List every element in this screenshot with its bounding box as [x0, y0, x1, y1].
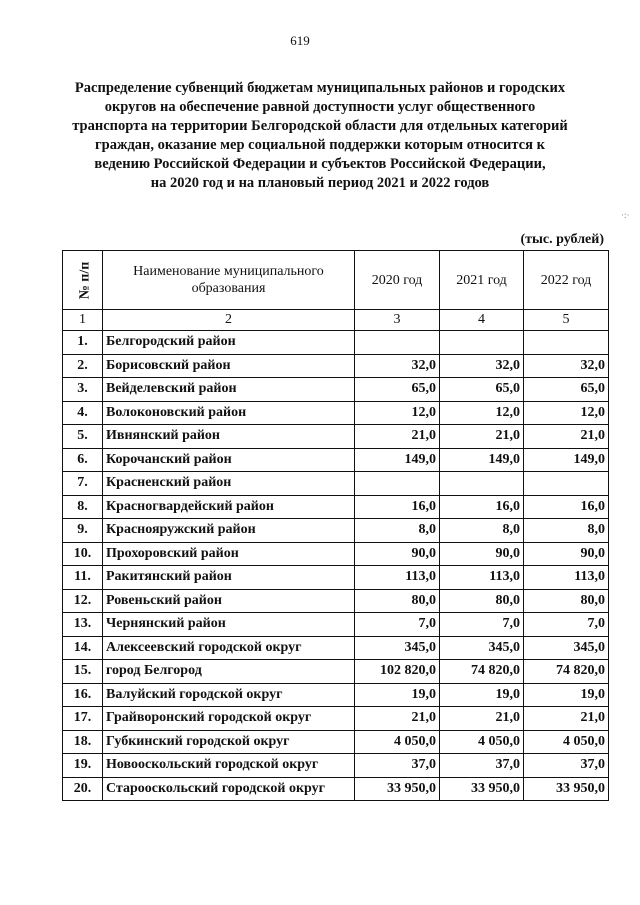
table-row [63, 707, 609, 731]
value-2022: 90,0 [524, 542, 609, 566]
table-row [63, 754, 609, 778]
value-2022: 149,0 [524, 448, 609, 472]
value-2021: 7,0 [440, 613, 524, 637]
value-2022: 345,0 [524, 636, 609, 660]
page-number: 619 [290, 33, 310, 48]
column-number: 1 [63, 310, 103, 331]
value-2020: 90,0 [355, 542, 440, 566]
value-2022: 8,0 [524, 519, 609, 543]
title-line: на 2020 год и на плановый период 2021 и 2022 годов [150, 175, 490, 191]
value-2020: 37,0 [355, 754, 440, 778]
value-2021: 345,0 [440, 636, 524, 660]
units-label: (тыс. рублей) [520, 232, 604, 247]
row-number: 5. [63, 425, 103, 449]
value-2021: 80,0 [440, 589, 524, 613]
municipality-name: Вейделевский район [103, 378, 355, 402]
value-2021: 19,0 [440, 683, 524, 707]
value-2022: 7,0 [524, 613, 609, 637]
value-2021: 113,0 [440, 566, 524, 590]
table-header-row [63, 251, 609, 310]
value-2021: 4 050,0 [440, 730, 524, 754]
municipality-name: Красненский район [103, 472, 355, 496]
value-2020: 21,0 [355, 425, 440, 449]
municipality-name: Ракитянский район [103, 566, 355, 590]
value-2021: 12,0 [440, 401, 524, 425]
value-2021: 32,0 [440, 354, 524, 378]
row-number: 8. [63, 495, 103, 519]
municipality-name: Губкинский городской округ [103, 730, 355, 754]
municipality-name: Старооскольский городской округ [103, 777, 355, 801]
value-2022: 4 050,0 [524, 730, 609, 754]
table-row [63, 401, 609, 425]
value-2020: 8,0 [355, 519, 440, 543]
table-row [63, 730, 609, 754]
value-2022: 32,0 [524, 354, 609, 378]
table-row [63, 331, 609, 355]
row-number: 18. [63, 730, 103, 754]
municipality-name: город Белгород [103, 660, 355, 684]
value-2021: 65,0 [440, 378, 524, 402]
municipality-name: Белгородский район [103, 331, 355, 355]
value-2020: 16,0 [355, 495, 440, 519]
value-2022: 12,0 [524, 401, 609, 425]
scan-artifact: ·:· [621, 210, 630, 220]
value-2020 [355, 331, 440, 355]
title-line: ведению Российской Федерации и субъектов Российской Федерации, [94, 156, 546, 172]
table-row [63, 519, 609, 543]
title-line: транспорта на территории Белгородской области для отдельных категорий [72, 118, 568, 134]
value-2022: 80,0 [524, 589, 609, 613]
municipality-name: Чернянский район [103, 613, 355, 637]
row-number: 16. [63, 683, 103, 707]
municipality-name: Борисовский район [103, 354, 355, 378]
row-number: 17. [63, 707, 103, 731]
table-row [63, 636, 609, 660]
table-row [63, 448, 609, 472]
row-number: 12. [63, 589, 103, 613]
value-2022: 21,0 [524, 707, 609, 731]
value-2021: 33 950,0 [440, 777, 524, 801]
value-2020: 12,0 [355, 401, 440, 425]
value-2021: 8,0 [440, 519, 524, 543]
value-2021: 74 820,0 [440, 660, 524, 684]
value-2020: 149,0 [355, 448, 440, 472]
column-number: 3 [355, 310, 440, 331]
header-2021: 2021 год [440, 251, 524, 310]
header-name: Наименование муниципального образования [103, 251, 355, 310]
value-2021: 37,0 [440, 754, 524, 778]
municipality-name: Красногвардейский район [103, 495, 355, 519]
municipality-name: Новооскольский городской округ [103, 754, 355, 778]
row-number: 9. [63, 519, 103, 543]
table-row [63, 589, 609, 613]
row-number: 3. [63, 378, 103, 402]
value-2021 [440, 331, 524, 355]
row-number: 20. [63, 777, 103, 801]
table-row [63, 425, 609, 449]
header-num [63, 251, 103, 310]
municipality-name: Корочанский район [103, 448, 355, 472]
table-row [63, 777, 609, 801]
value-2020: 33 950,0 [355, 777, 440, 801]
value-2021: 16,0 [440, 495, 524, 519]
subvention-table [62, 250, 609, 801]
value-2022: 21,0 [524, 425, 609, 449]
value-2022: 113,0 [524, 566, 609, 590]
value-2022 [524, 331, 609, 355]
table-row [63, 613, 609, 637]
row-number: 2. [63, 354, 103, 378]
column-number: 5 [524, 310, 609, 331]
document-title [60, 79, 580, 193]
title-line: Распределение субвенций бюджетам муниципальных районов и городских [74, 80, 566, 96]
value-2021: 21,0 [440, 707, 524, 731]
column-number: 2 [103, 310, 355, 331]
value-2022: 37,0 [524, 754, 609, 778]
row-number: 10. [63, 542, 103, 566]
row-number: 19. [63, 754, 103, 778]
value-2020: 21,0 [355, 707, 440, 731]
municipality-name: Прохоровский район [103, 542, 355, 566]
municipality-name: Алексеевский городской округ [103, 636, 355, 660]
municipality-name: Волоконовский район [103, 401, 355, 425]
table-row [63, 683, 609, 707]
value-2021 [440, 472, 524, 496]
value-2020: 113,0 [355, 566, 440, 590]
value-2020: 102 820,0 [355, 660, 440, 684]
value-2022: 16,0 [524, 495, 609, 519]
table-row [63, 472, 609, 496]
municipality-name: Краснояружский район [103, 519, 355, 543]
value-2020: 65,0 [355, 378, 440, 402]
municipality-name: Валуйский городской округ [103, 683, 355, 707]
value-2022: 19,0 [524, 683, 609, 707]
row-number: 7. [63, 472, 103, 496]
row-number: 1. [63, 331, 103, 355]
table-row [63, 378, 609, 402]
table-row [63, 354, 609, 378]
value-2020: 345,0 [355, 636, 440, 660]
value-2022: 74 820,0 [524, 660, 609, 684]
value-2020: 4 050,0 [355, 730, 440, 754]
row-number: 6. [63, 448, 103, 472]
value-2020: 80,0 [355, 589, 440, 613]
table-row [63, 495, 609, 519]
value-2021: 149,0 [440, 448, 524, 472]
column-number-row [63, 310, 609, 331]
row-number: 15. [63, 660, 103, 684]
row-number: 11. [63, 566, 103, 590]
municipality-name: Ровеньский район [103, 589, 355, 613]
value-2022: 33 950,0 [524, 777, 609, 801]
header-2020: 2020 год [355, 251, 440, 310]
title-line: округов на обеспечение равной доступности услуг общественного [104, 99, 536, 115]
value-2020: 19,0 [355, 683, 440, 707]
row-number: 14. [63, 636, 103, 660]
column-number: 4 [440, 310, 524, 331]
value-2022 [524, 472, 609, 496]
table-row [63, 542, 609, 566]
row-number: 4. [63, 401, 103, 425]
table-row [63, 660, 609, 684]
table-row [63, 566, 609, 590]
value-2021: 21,0 [440, 425, 524, 449]
value-2020 [355, 472, 440, 496]
municipality-name: Грайворонский городской округ [103, 707, 355, 731]
value-2021: 90,0 [440, 542, 524, 566]
row-number: 13. [63, 613, 103, 637]
value-2020: 32,0 [355, 354, 440, 378]
header-num-label: № п/п [77, 261, 93, 299]
title-line: граждан, оказание мер социальной поддержки которым относится к [95, 137, 545, 153]
value-2020: 7,0 [355, 613, 440, 637]
municipality-name: Ивнянский район [103, 425, 355, 449]
header-2022: 2022 год [524, 251, 609, 310]
value-2022: 65,0 [524, 378, 609, 402]
